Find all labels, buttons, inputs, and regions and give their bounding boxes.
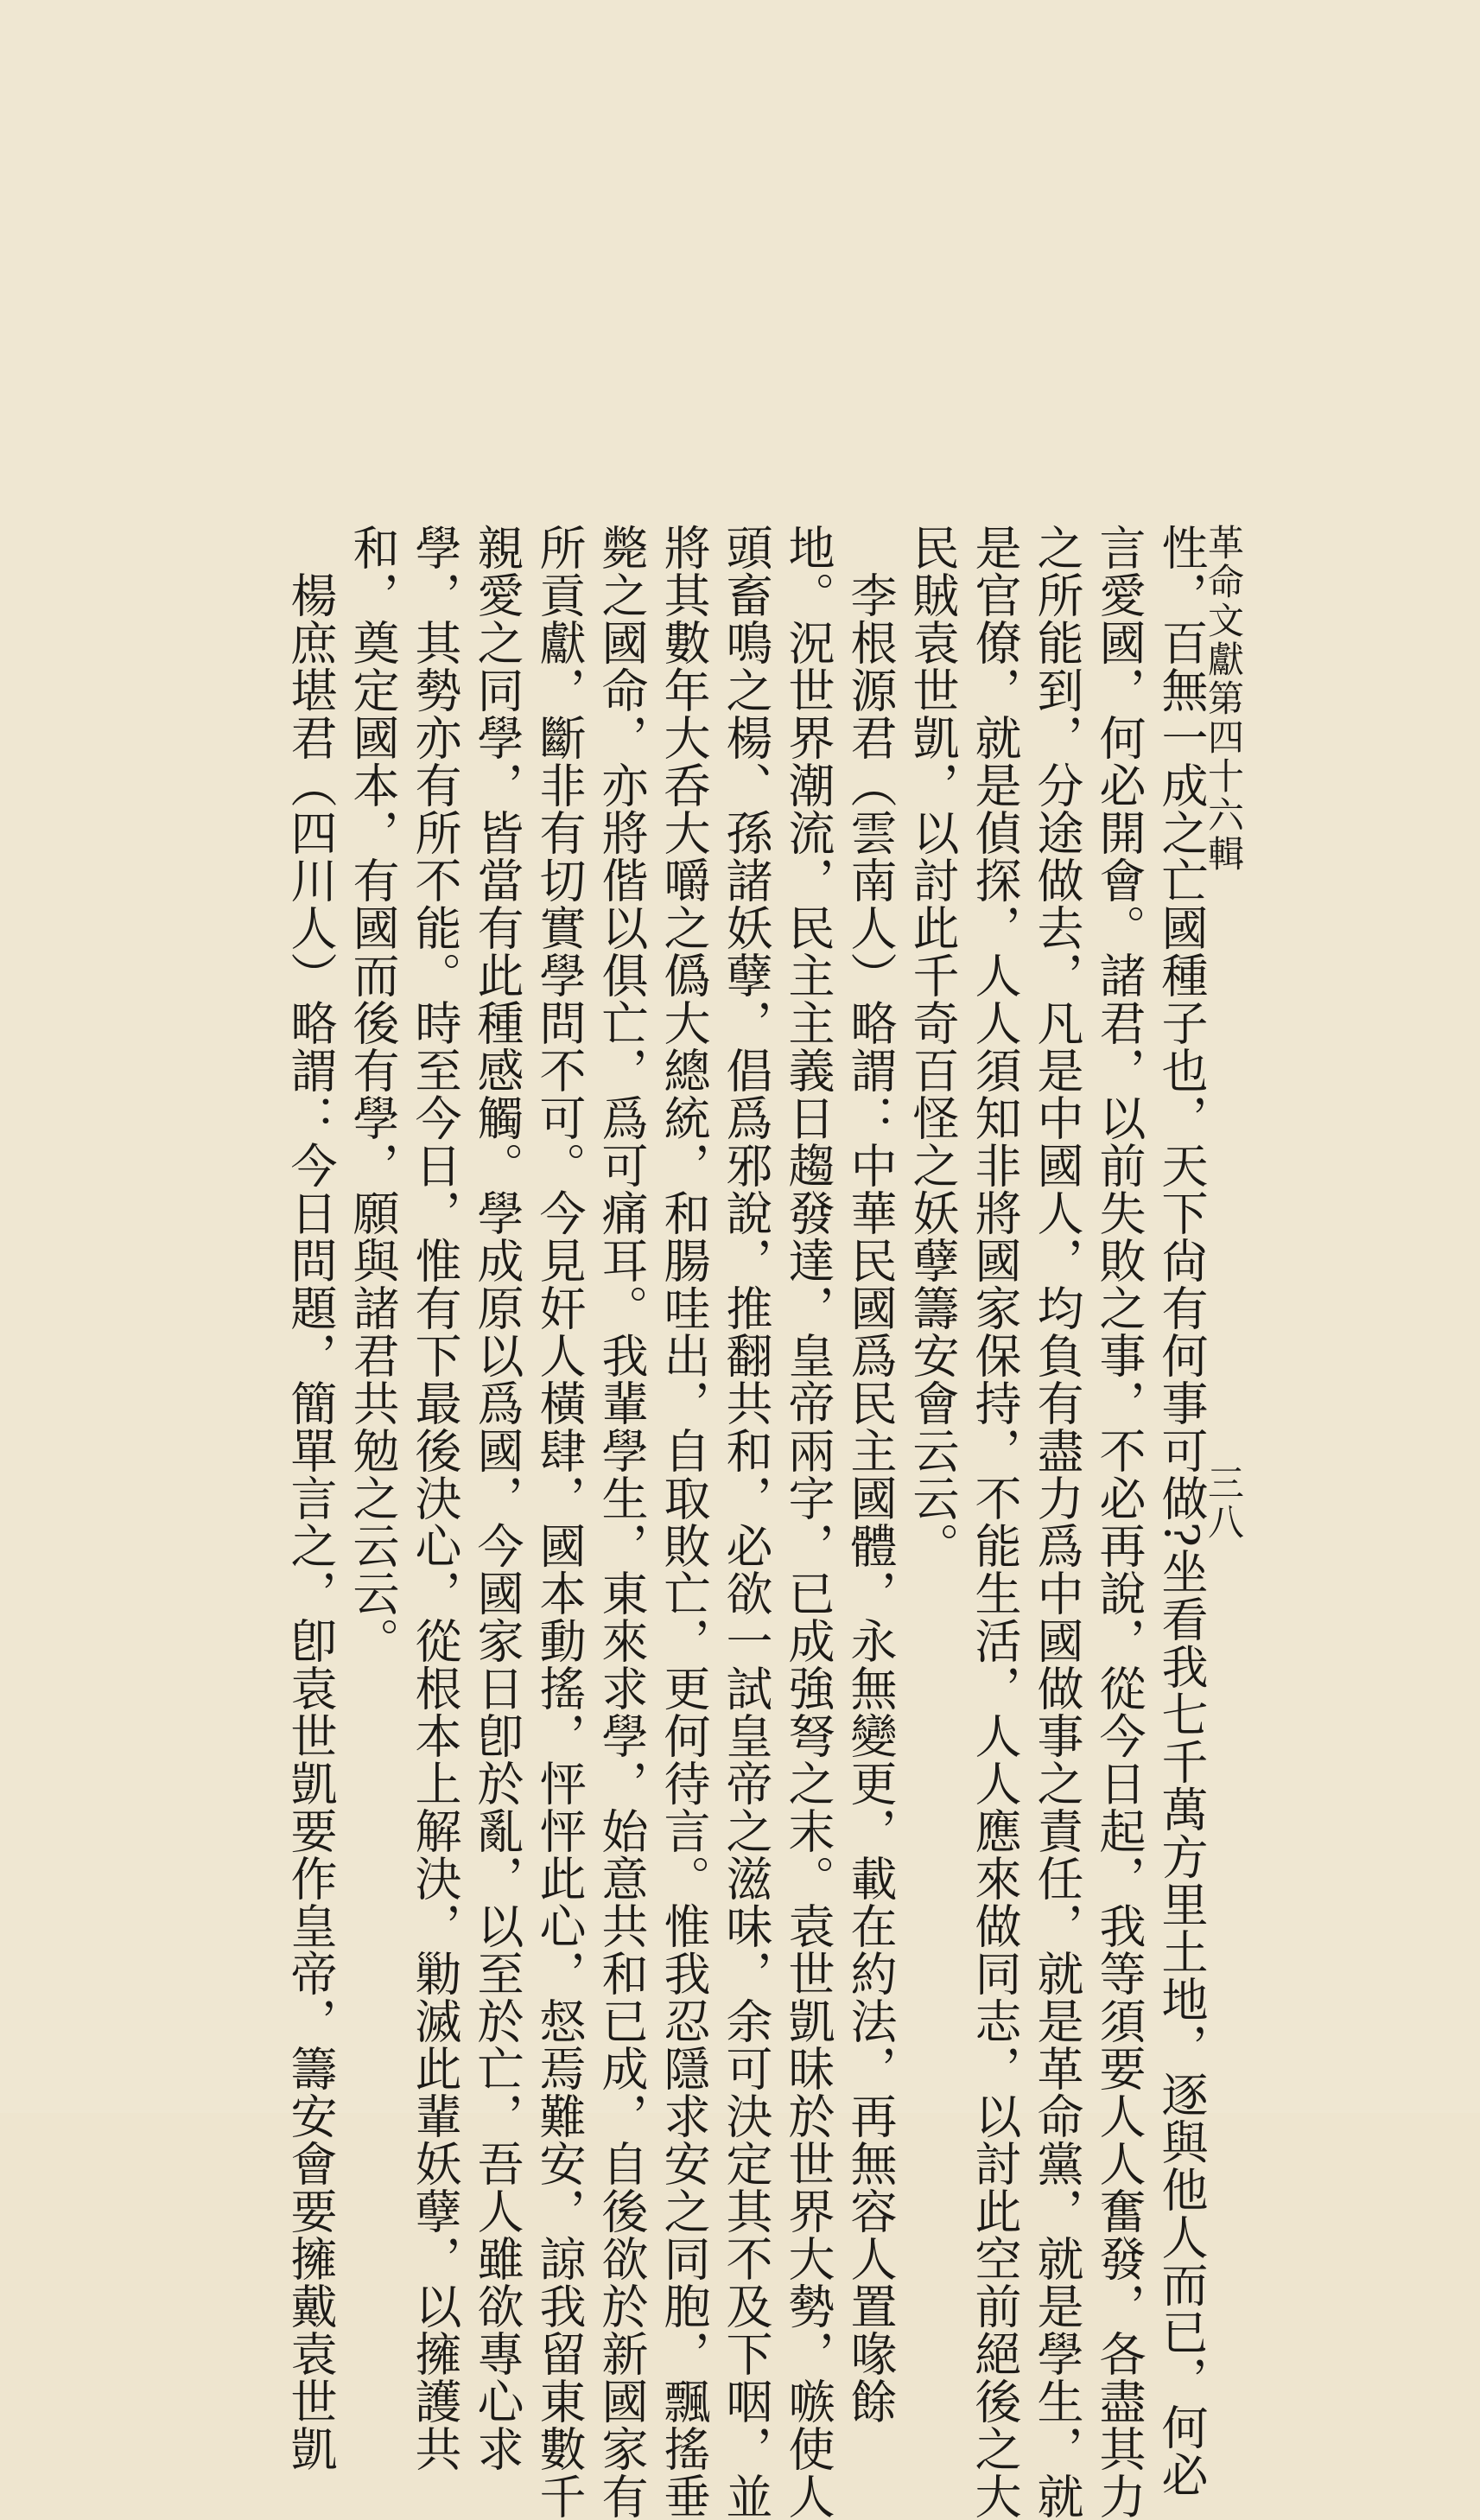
text-column-13: 學，其勢亦有所不能。時至今日，惟有下最後決心，從根本上解決，勦滅此輩妖孽，以擁護共 — [408, 524, 462, 2472]
text-column-14: 和，奠定國本，有國而後有學，願與諸君共勉之云云。 — [346, 524, 400, 1664]
text-column-2: 言愛國，何必開會。諸君，以前失敗之事，不必再說，從今日起，我等須要人人奮發，各盡其力 — [1092, 524, 1147, 2520]
text-column-8: 頭畜鳴之楊、孫諸妖孽，倡爲邪說，推翻共和，必欲一試皇帝之滋味，余可決定其不及下咽，並 — [719, 524, 773, 2520]
text-column-1: 性，百無一成之亡國種子也，天下尙有何事可做?坐看我七千萬方里土地，逐與他人而已，何必 — [1154, 524, 1209, 2498]
text-column-15: 楊庶堪君（四川人）略謂：今日問題，簡單言之，卽袁世凱要作皇帝，籌安會要擁戴袁世凱 — [283, 524, 338, 2472]
text-column-12: 親愛之同學，皆當有此種感觸。學成原以爲國，今國家日卽於亂，以至於亡，吾人雖欲專心求 — [470, 524, 524, 2472]
page-number: 三八 — [1203, 1464, 1245, 1542]
running-title: 革命文獻第四十六輯 — [1203, 524, 1245, 874]
text-column-5: 民賊袁世凱，以討此千奇百怪之妖孽籌安會云云。 — [905, 524, 960, 1569]
text-column-11: 所貢獻，斷非有切實學問不可。今見奸人橫肆，國本動搖，怦怦此心，惄焉難安，諒我留東數千 — [532, 524, 587, 2520]
text-column-6: 李根源君（雲南人）略謂：中華民國爲民主國體，永無變更，載在約法，再無容人置喙餘 — [843, 524, 898, 2425]
text-column-7: 地。況世界潮流，民主主義日趨發達，皇帝兩字，已成強弩之末。袁世凱昧於世界大勢，嗾使人 — [781, 524, 835, 2520]
text-column-4: 是官僚，就是偵探，人人須知非將國家保持，不能生活，人人應來做同志，以討此空前絕後之大 — [968, 524, 1022, 2520]
text-column-3: 之所能到，分途做去，凡是中國人，均負有盡力爲中國做事之責任，就是革命黨，就是學生，就 — [1030, 524, 1084, 2520]
text-column-9: 將其數年大呑大嚼之僞大總統，和腸哇出，自取敗亡，更何待言。惟我忍隱求安之同胞，飄搖垂 — [657, 524, 711, 2520]
text-column-10: 斃之國命，亦將偕以俱亡，爲可痛耳。我輩學生，東來求學，始意共和已成，自後欲於新國家有 — [594, 524, 649, 2520]
body-text — [279, 524, 1212, 2520]
